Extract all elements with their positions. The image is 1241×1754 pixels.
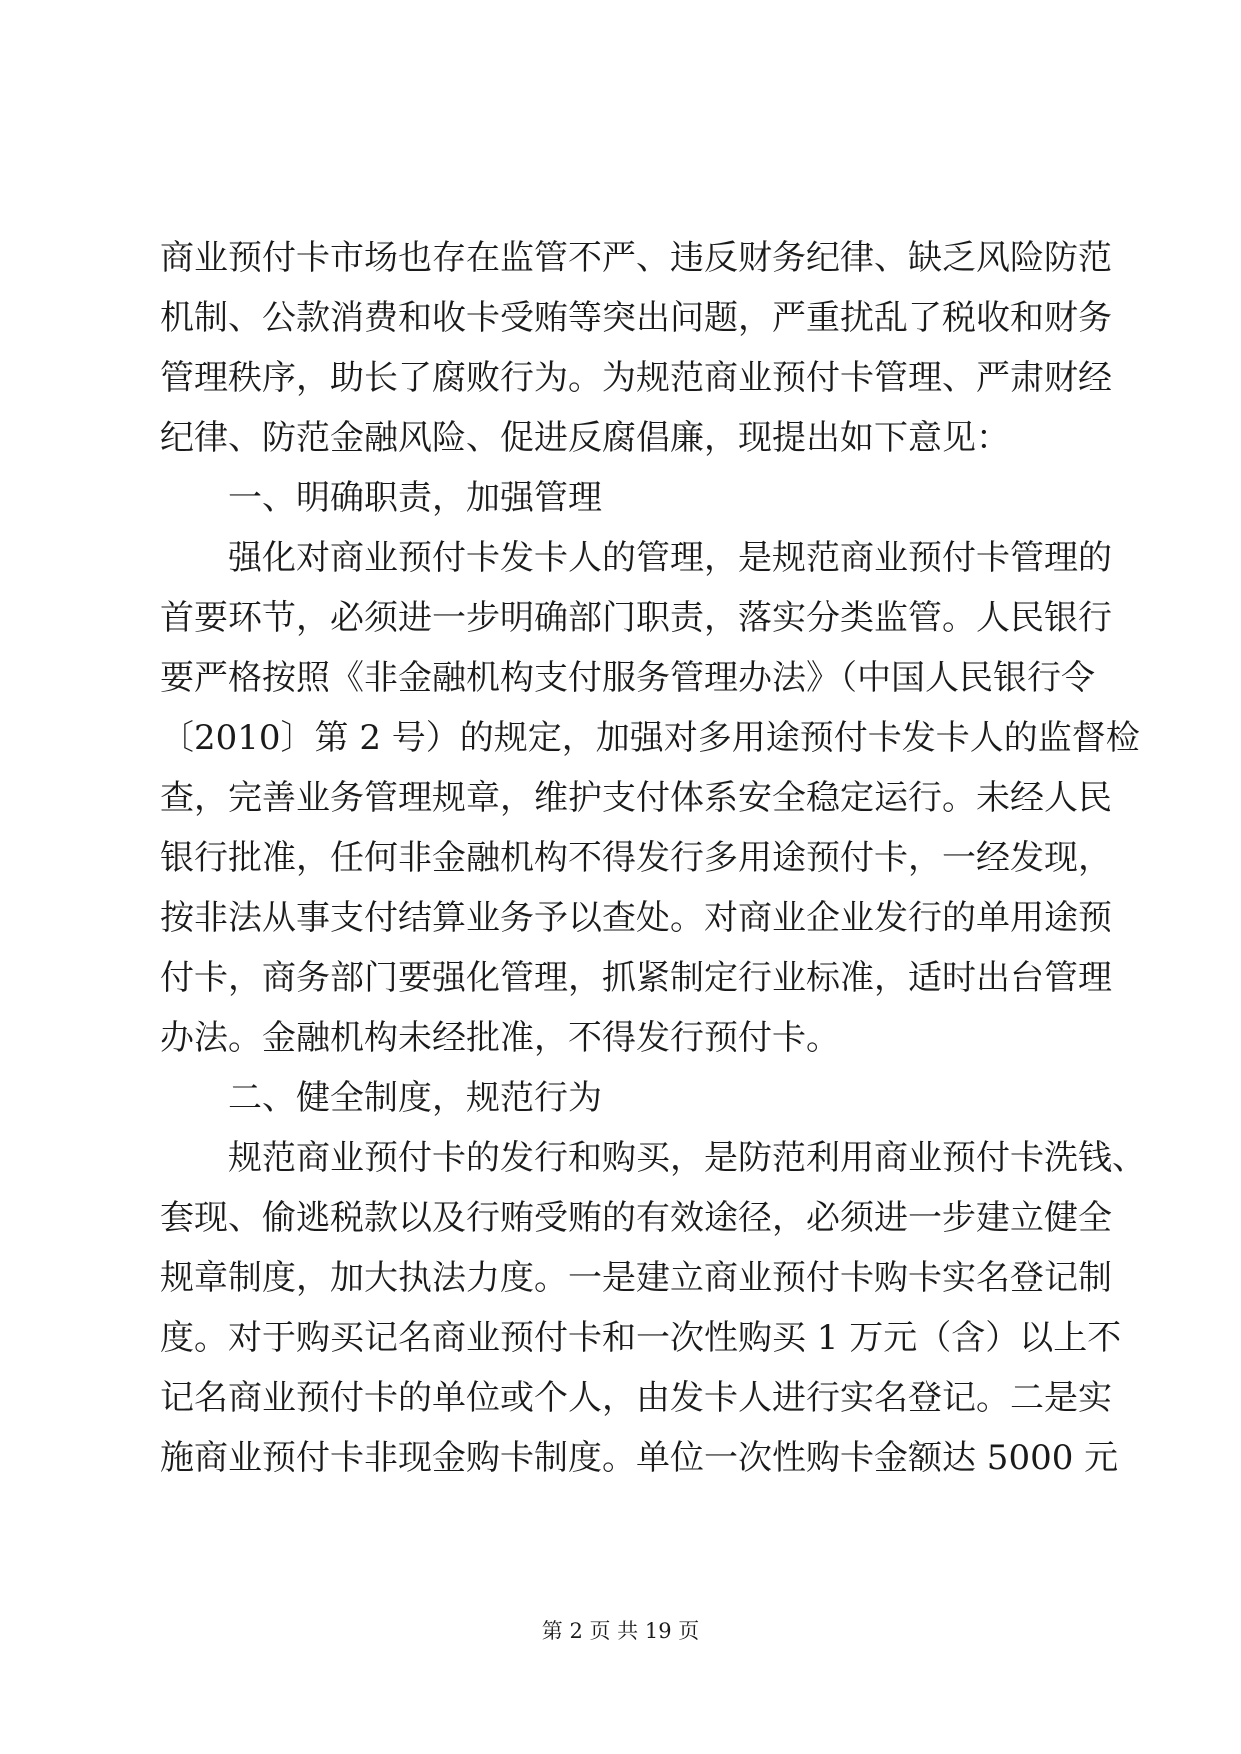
- text-line: 付卡，商务部门要强化管理，抓紧制定行业标准，适时出台管理: [160, 958, 1112, 998]
- section-heading-2: 二、健全制度，规范行为: [228, 1078, 602, 1118]
- text-line: 要严格按照《非金融机构支付服务管理办法》（中国人民银行令: [160, 658, 1095, 698]
- text-line: 〔2010〕第 2 号）的规定，加强对多用途预付卡发卡人的监督检: [160, 718, 1140, 758]
- section-heading-1: 一、明确职责，加强管理: [228, 478, 602, 518]
- text-line: 施商业预付卡非现金购卡制度。单位一次性购卡金额达 5000 元: [160, 1438, 1119, 1478]
- text-line: 纪律、防范金融风险、促进反腐倡廉，现提出如下意见：: [160, 418, 1010, 458]
- text-line: 强化对商业预付卡发卡人的管理，是规范商业预付卡管理的: [228, 538, 1112, 578]
- text-line: 首要环节，必须进一步明确部门职责，落实分类监管。人民银行: [160, 598, 1112, 638]
- text-line: 办法。金融机构未经批准，不得发行预付卡。: [160, 1018, 840, 1058]
- page-number-footer: 第 2 页 共 19 页: [541, 1619, 700, 1643]
- text-line: 度。对于购买记名商业预付卡和一次性购买 1 万元（含）以上不: [160, 1318, 1122, 1358]
- text-line: 套现、偷逃税款以及行贿受贿的有效途径，必须进一步建立健全: [160, 1198, 1112, 1238]
- text-line: 规章制度，加大执法力度。一是建立商业预付卡购卡实名登记制: [160, 1258, 1112, 1298]
- text-line: 商业预付卡市场也存在监管不严、违反财务纪律、缺乏风险防范: [160, 238, 1112, 278]
- text-line: 查，完善业务管理规章，维护支付体系安全稳定运行。未经人民: [160, 778, 1112, 818]
- text-line: 机制、公款消费和收卡受贿等突出问题，严重扰乱了税收和财务: [160, 298, 1112, 338]
- text-line: 记名商业预付卡的单位或个人，由发卡人进行实名登记。二是实: [160, 1378, 1112, 1418]
- text-line: 规范商业预付卡的发行和购买，是防范利用商业预付卡洗钱、: [228, 1138, 1146, 1178]
- text-line: 按非法从事支付结算业务予以查处。对商业企业发行的单用途预: [160, 898, 1112, 938]
- text-line: 银行批准，任何非金融机构不得发行多用途预付卡，一经发现，: [160, 838, 1112, 878]
- text-line: 管理秩序，助长了腐败行为。为规范商业预付卡管理、严肃财经: [160, 358, 1112, 398]
- document-body: [160, 228, 1146, 1488]
